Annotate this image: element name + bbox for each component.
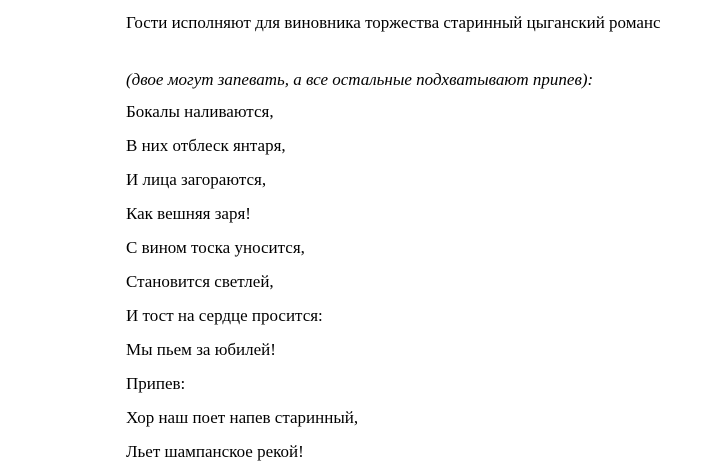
- song-lyrics: [126, 101, 358, 475]
- lyric-line: Хор наш поет напев старинный,: [126, 408, 359, 427]
- lyric-line: И лица загораются,: [126, 170, 267, 189]
- lyric-line: Мы пьем за юбилей!: [126, 340, 276, 359]
- chorus-label: Припев:: [126, 374, 186, 393]
- lyric-line: Как вешняя заря!: [126, 204, 251, 223]
- performance-note: (двое могут запевать, а все остальные подхватывают припев):: [126, 70, 594, 89]
- lyric-line: И тост на сердце просится:: [126, 306, 323, 325]
- lyric-line: Льет шампанское рекой!: [126, 442, 304, 461]
- intro-paragraph: Гости исполняют для виновника торжества старинный цыганский романс: [126, 13, 661, 32]
- lyric-line: В них отблеск янтаря,: [126, 136, 286, 155]
- lyric-line: С вином тоска уносится,: [126, 238, 305, 257]
- lyric-line: Бокалы наливаются,: [126, 102, 274, 121]
- lyric-line: Становится светлей,: [126, 272, 274, 291]
